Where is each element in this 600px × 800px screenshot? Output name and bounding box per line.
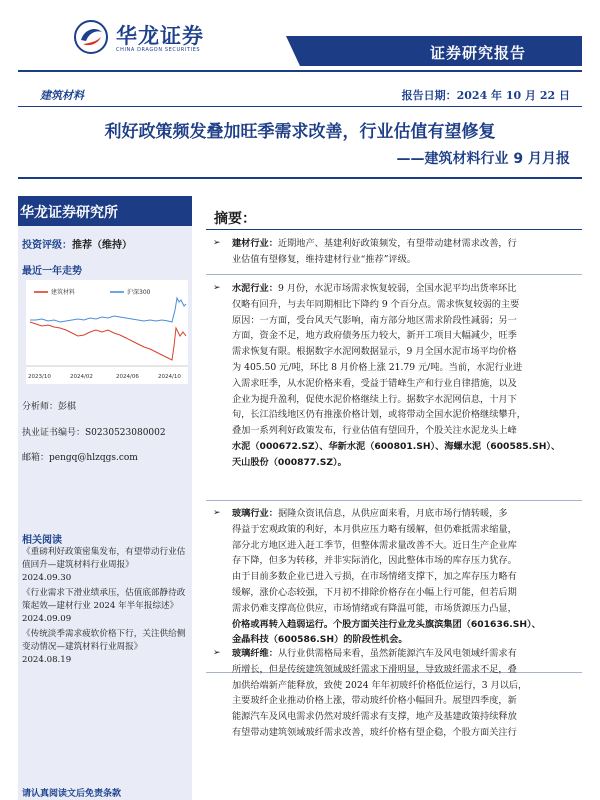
bullet-arrow-icon: ➢	[213, 283, 221, 293]
analyst-name: 分析师：彭棋	[22, 402, 77, 412]
report-subtitle: ——建筑材料行业 9 月月报	[396, 151, 570, 167]
abstract-paragraph-building-materials	[232, 236, 580, 268]
header-banner	[300, 36, 582, 66]
logo-text: 华龙证券	[116, 24, 204, 48]
certificate-number: 执业证书编号：S0230523080002	[22, 428, 166, 438]
paragraph-line: 得益于宏观政策的利好，本月供应压力略有缓解，但仍难抵需求缩量，	[232, 523, 517, 535]
paragraph-line: 价格或再转入趋弱运行。个股方面关注行业龙头旗滨集团（601636.SH）、	[232, 618, 541, 630]
abstract-paragraph-cement	[232, 281, 580, 471]
company-logo	[74, 18, 204, 60]
related-report-item[interactable]	[22, 628, 190, 667]
paragraph-line: 天山股份（000877.SZ）。	[232, 456, 347, 468]
analyst-email[interactable]: 邮箱：pengq@hlzqgs.com	[22, 453, 138, 463]
paragraph-line: 近期地产、基建利好政策频发，有望带动建材需求改善，行	[277, 238, 517, 249]
divider	[206, 274, 582, 275]
sector-label: 建筑材料	[40, 89, 84, 102]
related-report-title[interactable]: 《重磅利好政策密集发布，有望带动行业估值回升—建筑材料行业周报》	[22, 547, 186, 570]
abstract-title: 摘要：	[214, 211, 256, 227]
institute-name: 华龙证券研究所	[18, 196, 192, 226]
divider	[18, 177, 582, 179]
logo-subtext: CHINA DRAGON SECURITIES	[116, 47, 201, 53]
paragraph-line: 为 405.50 元/吨，环比 8 月价格上涨 21.79 元/吨。当前，水泥行业进	[232, 361, 523, 373]
paragraph-heading: 建材行业：	[232, 238, 278, 249]
bullet-arrow-icon: ➢	[213, 508, 221, 518]
divider	[206, 500, 582, 501]
paragraph-line: 金晶科技（600586.SH）的阶段性机会。	[232, 634, 408, 646]
paragraph-line: 原因：一方面，受台风天气影响，南方部分地区需求阶段性减弱；另一	[232, 314, 517, 326]
paragraph-line: 需求仍难支撑高位供应，市场情绪或有降温可能，市场货源压力凸显，	[232, 602, 517, 614]
rating-label: 投资评级：	[22, 240, 72, 251]
report-title: 利好政策频发叠加旺季需求改善，行业估值有望修复	[104, 122, 496, 142]
related-report-date: 2024.09.09	[22, 614, 72, 624]
paragraph-line: 入需求旺季，从水泥价格来看，受益于错峰生产和行业自律措施，以及	[232, 377, 517, 389]
paragraph-line: 企业为提升盈利，促使水泥价格继续上行。据数字水泥网信息，十月下	[232, 393, 517, 405]
x-tick-label: 2023/10	[28, 374, 51, 380]
rating-value: 推荐（维持）	[72, 240, 132, 251]
paragraph-heading: 玻璃行业：	[232, 508, 278, 519]
related-report-date: 2024.08.19	[22, 655, 72, 665]
x-tick-label: 2024/02	[70, 374, 93, 380]
x-tick-label: 2024/10	[158, 374, 181, 380]
paragraph-line: 叠加一系列利好政策发布，行业估值有望回升，个股关注水泥龙头上峰	[232, 425, 517, 437]
related-report-date: 2024.09.30	[22, 573, 72, 583]
x-tick-label: 2024/06	[116, 374, 139, 380]
sidebar	[18, 196, 192, 800]
divider	[206, 229, 582, 230]
bullet-arrow-icon: ➢	[213, 238, 221, 248]
paragraph-line: 能源汽车及风电需求仍然对玻纤需求有支撑，地产及基建政策持续释放	[232, 711, 517, 723]
paragraph-line: 仅略有回升，与去年同期相比下降约 9 个百分点。需求恢复较弱的主要	[232, 298, 520, 310]
paragraph-line: 据隆众资讯信息，从供应面来看，月底市场行情转暖，多	[277, 508, 508, 519]
legend-label-building-materials: 建筑材料	[51, 289, 76, 296]
paragraph-line: 业估值有望修复，维持建材行业“推荐”评级。	[232, 253, 416, 265]
paragraph-line: 所增长，但是传统建筑领域玻纤需求下滑明显，导致玻纤需求不足，叠	[232, 663, 517, 675]
paragraph-line: 需求恢复有限。根据数字水泥网数据显示，9 月全国水泥市场平均价格	[232, 346, 517, 358]
related-report-item[interactable]	[22, 587, 190, 626]
paragraph-line: 存下降，但多为转移，并非实际消化，因此整体市场的库存压力犹存。	[232, 555, 517, 567]
paragraph-heading: 玻璃纤维：	[232, 648, 278, 659]
divider	[18, 70, 582, 72]
paragraph-heading: 水泥行业：	[232, 283, 278, 294]
related-report-title[interactable]: 《传统淡季需求疲软价格下行，关注供给侧变动情况—建筑材料行业周报》	[22, 629, 186, 652]
paragraph-line: 主要玻纤企业推动价格上涨，带动玻纤价格小幅回升。展望四季度，新	[232, 695, 517, 707]
related-report-item[interactable]	[22, 546, 190, 585]
paragraph-line: 旬，长江沿线地区仍有推涨价格计划，或将带动全国水泥价格继续攀升，	[232, 409, 526, 421]
abstract-paragraph-glass-fiber	[232, 646, 580, 741]
investment-rating	[22, 236, 132, 251]
abstract-paragraph-glass	[232, 506, 580, 648]
paragraph-line: 水泥（000672.SZ）、华新水泥（600801.SH）、海螺水泥（600585.SH）、	[232, 440, 561, 452]
series-line-building-materials	[30, 322, 186, 360]
paragraph-line: 有望带动建筑领域玻纤需求改善，玻纤价格有望企稳，个股方面关注行	[232, 726, 517, 738]
paragraph-line: 部分北方地区进入赶工季节，但整体需求量改善不大。近日生产企业库	[232, 539, 517, 551]
disclaimer-notice: 请认真阅读文后免责条款	[22, 789, 122, 799]
paragraph-line: 缓解，涨价心态较强，下月初不排除价格存在小幅上行可能，但若后期	[232, 586, 517, 598]
legend-label-csi300: 沪深300	[127, 289, 151, 296]
paragraph-line: 方面，资金不足，地方政府债务压力较大，新开工项目大幅减少，旺季	[232, 330, 517, 342]
paragraph-line: 由于目前多数企业已进入亏损，在市场情绪支撑下，加之库存压力略有	[232, 571, 517, 583]
dragon-logo-icon	[74, 20, 108, 54]
performance-title: 最近一年走势	[22, 266, 82, 277]
divider	[18, 106, 582, 107]
series-line-csi300	[30, 298, 186, 322]
paragraph-line: 从行业供需格局来看，虽然新能源汽车及风电领域纤需求有	[277, 648, 517, 659]
report-date: 报告日期：2024 年 10 月 22 日	[401, 89, 570, 102]
paragraph-line: 加供给端新产能释放，致使 2024 年年初玻纤价格低位运行，3 月以后，	[232, 679, 528, 691]
related-reading-title: 相关阅读	[22, 535, 62, 546]
performance-chart	[26, 280, 188, 384]
bullet-arrow-icon: ➢	[213, 648, 221, 658]
report-type-label: 证券研究报告	[429, 44, 526, 62]
paragraph-line: 9 月份，水泥市场需求恢复较弱，全国水泥平均出货率环比	[277, 283, 517, 294]
related-report-title[interactable]: 《行业需求下滑业绩承压，估值底部静待政策起效—建材行业 2024 年半年报综述》	[22, 588, 186, 611]
